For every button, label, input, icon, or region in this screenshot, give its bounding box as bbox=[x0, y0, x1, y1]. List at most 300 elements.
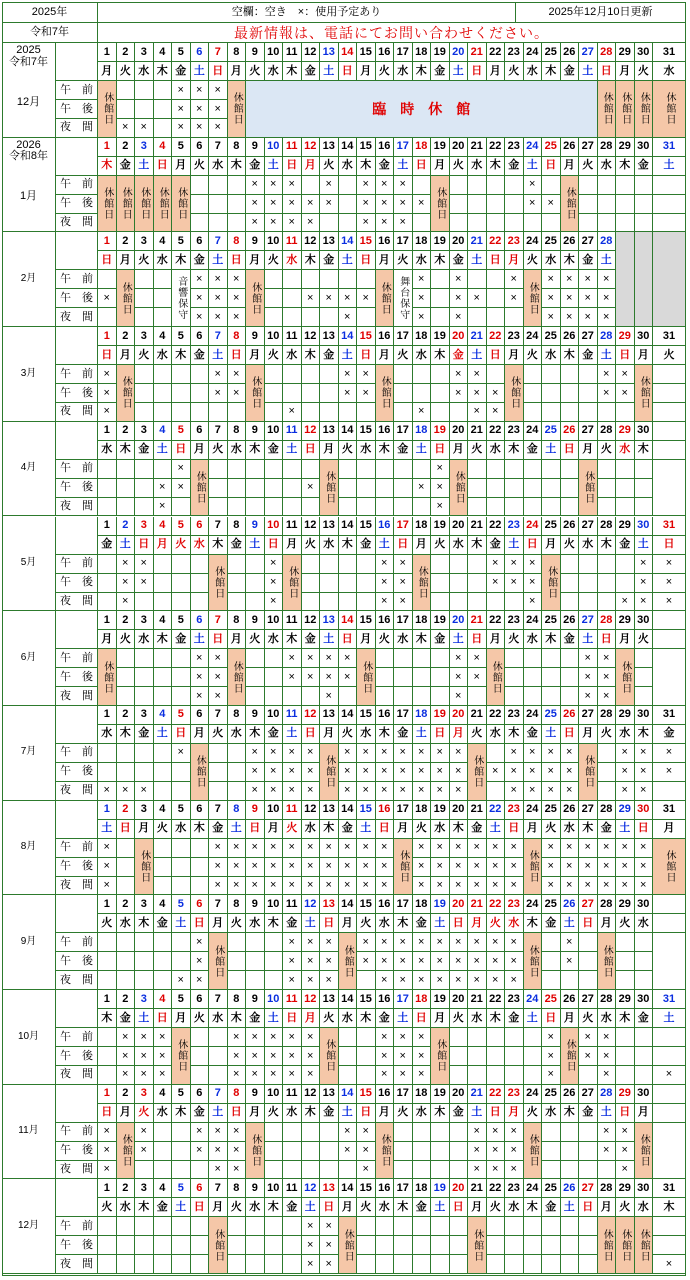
booked-mark: × bbox=[172, 479, 191, 498]
available-slot bbox=[579, 1161, 598, 1180]
weekday-label: 水 bbox=[542, 346, 561, 365]
available-slot bbox=[431, 289, 450, 308]
booked-mark: × bbox=[524, 782, 543, 801]
day-number: 25 bbox=[542, 801, 561, 820]
booked-mark: × bbox=[246, 763, 265, 782]
day-number: 4 bbox=[154, 422, 173, 441]
closed-day: 休館日 bbox=[209, 933, 228, 990]
available-slot bbox=[209, 403, 228, 422]
day-number: 25 bbox=[542, 232, 561, 251]
available-slot bbox=[172, 952, 191, 971]
day-number: 21 bbox=[468, 232, 487, 251]
closed-day: 休館日 bbox=[191, 744, 210, 801]
available-slot bbox=[117, 687, 136, 706]
available-slot bbox=[505, 1236, 524, 1255]
weekday-label: 金 bbox=[376, 157, 395, 176]
available-slot bbox=[653, 365, 686, 384]
weekday-label: 日 bbox=[320, 1198, 339, 1217]
booked-mark: × bbox=[320, 195, 339, 214]
available-slot bbox=[246, 1255, 265, 1274]
day-number: 19 bbox=[431, 706, 450, 725]
available-slot bbox=[579, 971, 598, 990]
weekday-label: 水 bbox=[394, 630, 413, 649]
available-slot bbox=[117, 498, 136, 517]
weekday-label: 木 bbox=[616, 1009, 635, 1028]
closed-day: 休館日 bbox=[524, 933, 543, 990]
available-slot bbox=[228, 555, 247, 574]
weekday-label: 月 bbox=[228, 62, 247, 81]
available-slot bbox=[598, 176, 617, 195]
available-slot bbox=[228, 933, 247, 952]
weekday-label: 火 bbox=[209, 725, 228, 744]
closed-day: 休館日 bbox=[135, 176, 154, 233]
maintenance-day: 舞台保守 bbox=[394, 270, 413, 327]
day-number: 29 bbox=[616, 327, 635, 346]
available-slot bbox=[542, 176, 561, 195]
available-slot bbox=[98, 1255, 117, 1274]
day-number: 14 bbox=[339, 232, 358, 251]
available-slot bbox=[135, 1236, 154, 1255]
day-number: 6 bbox=[191, 43, 210, 62]
day-number: 16 bbox=[376, 43, 395, 62]
available-slot bbox=[598, 574, 617, 593]
available-slot bbox=[228, 593, 247, 612]
weekday-label: 木 bbox=[283, 62, 302, 81]
day-number: 18 bbox=[413, 1179, 432, 1198]
day-number: 11 bbox=[283, 706, 302, 725]
available-slot bbox=[431, 384, 450, 403]
available-slot bbox=[302, 555, 321, 574]
day-number: 17 bbox=[394, 706, 413, 725]
weekday-label: 水 bbox=[487, 725, 506, 744]
booked-mark: × bbox=[357, 952, 376, 971]
booked-mark: × bbox=[302, 744, 321, 763]
booked-mark: × bbox=[598, 384, 617, 403]
weekday-label: 木 bbox=[468, 536, 487, 555]
weekday-label: 火 bbox=[524, 1104, 543, 1123]
booked-mark: × bbox=[487, 952, 506, 971]
available-slot bbox=[191, 403, 210, 422]
day-number: 9 bbox=[246, 1085, 265, 1104]
available-slot bbox=[265, 384, 284, 403]
day-number: 24 bbox=[524, 43, 543, 62]
available-slot bbox=[394, 649, 413, 668]
day-number: 2 bbox=[117, 232, 136, 251]
day-number: 12 bbox=[302, 1085, 321, 1104]
booked-mark: × bbox=[191, 289, 210, 308]
slot-label: 午 後 bbox=[56, 384, 98, 403]
available-slot bbox=[561, 687, 580, 706]
available-slot bbox=[135, 744, 154, 763]
available-slot bbox=[616, 555, 635, 574]
available-slot bbox=[172, 877, 191, 896]
weekday-label: 日 bbox=[431, 725, 450, 744]
weekday-label: 金 bbox=[394, 441, 413, 460]
weekday-label: 金 bbox=[320, 1104, 339, 1123]
booked-mark: × bbox=[542, 1066, 561, 1085]
available-slot bbox=[228, 782, 247, 801]
booked-mark: × bbox=[487, 403, 506, 422]
day-number: 14 bbox=[339, 43, 358, 62]
temporary-closure-banner: 臨 時 休 館 bbox=[246, 81, 598, 138]
day-number: 6 bbox=[191, 422, 210, 441]
day-number: 12 bbox=[302, 422, 321, 441]
available-slot bbox=[653, 1217, 686, 1236]
booked-mark: × bbox=[450, 763, 469, 782]
month-name: 12月 bbox=[16, 95, 41, 108]
day-number: 13 bbox=[320, 517, 339, 536]
day-number: 20 bbox=[450, 327, 469, 346]
available-slot bbox=[635, 214, 654, 233]
booked-mark: × bbox=[468, 668, 487, 687]
available-slot bbox=[135, 593, 154, 612]
booked-mark: × bbox=[431, 839, 450, 858]
slot-label: 夜 間 bbox=[56, 687, 98, 706]
day-number: 22 bbox=[487, 422, 506, 441]
available-slot bbox=[413, 1161, 432, 1180]
weekday-label: 火 bbox=[598, 441, 617, 460]
available-slot bbox=[505, 176, 524, 195]
booked-mark: × bbox=[376, 839, 395, 858]
available-slot bbox=[413, 1142, 432, 1161]
day-number: 14 bbox=[339, 611, 358, 630]
booked-mark: × bbox=[283, 952, 302, 971]
booked-mark: × bbox=[487, 839, 506, 858]
booked-mark: × bbox=[265, 744, 284, 763]
available-slot bbox=[561, 574, 580, 593]
booked-mark: × bbox=[376, 971, 395, 990]
available-slot bbox=[172, 574, 191, 593]
weekday-label: 火 bbox=[468, 441, 487, 460]
day-number: 1 bbox=[98, 517, 117, 536]
month-label: 8月 bbox=[2, 801, 56, 896]
available-slot bbox=[357, 308, 376, 327]
day-number: 20 bbox=[450, 1179, 469, 1198]
available-slot bbox=[191, 877, 210, 896]
booked-mark: × bbox=[302, 1066, 321, 1085]
weekday-label: 日 bbox=[487, 251, 506, 270]
day-number: 25 bbox=[542, 43, 561, 62]
closed-day: 休館日 bbox=[172, 176, 191, 233]
booked-mark: × bbox=[283, 858, 302, 877]
available-slot bbox=[394, 687, 413, 706]
available-slot bbox=[135, 403, 154, 422]
booked-mark: × bbox=[339, 289, 358, 308]
booked-mark: × bbox=[98, 782, 117, 801]
booked-mark: × bbox=[524, 593, 543, 612]
weekday-label: 月 bbox=[376, 346, 395, 365]
available-slot bbox=[653, 403, 686, 422]
booked-mark: × bbox=[209, 1142, 228, 1161]
day-number: 26 bbox=[561, 990, 580, 1009]
weekday-label: 木 bbox=[283, 630, 302, 649]
available-slot bbox=[635, 498, 654, 517]
available-slot bbox=[172, 839, 191, 858]
day-number: 22 bbox=[487, 1085, 506, 1104]
slot-label: 午 後 bbox=[56, 1047, 98, 1066]
available-slot bbox=[154, 1123, 173, 1142]
closed-day: 休館日 bbox=[635, 365, 654, 422]
available-slot bbox=[542, 933, 561, 952]
day-number: 5 bbox=[172, 990, 191, 1009]
closed-day: 休館日 bbox=[117, 365, 136, 422]
day-number: 5 bbox=[172, 1179, 191, 1198]
available-slot bbox=[468, 270, 487, 289]
available-slot bbox=[228, 1236, 247, 1255]
weekday-label: 月 bbox=[283, 536, 302, 555]
closed-day: 休館日 bbox=[357, 649, 376, 706]
available-slot bbox=[339, 403, 358, 422]
booked-mark: × bbox=[320, 668, 339, 687]
available-slot bbox=[450, 574, 469, 593]
day-number: 16 bbox=[376, 327, 395, 346]
available-slot bbox=[431, 270, 450, 289]
weekday-label: 日 bbox=[98, 251, 117, 270]
weekday-label: 日 bbox=[579, 1198, 598, 1217]
day-number: 30 bbox=[635, 895, 654, 914]
available-slot bbox=[394, 384, 413, 403]
available-slot bbox=[542, 403, 561, 422]
day-number: 9 bbox=[246, 327, 265, 346]
available-slot bbox=[228, 460, 247, 479]
weekday-label: 木 bbox=[265, 1198, 284, 1217]
available-slot bbox=[413, 649, 432, 668]
available-slot bbox=[579, 384, 598, 403]
weekday-label: 月 bbox=[431, 1009, 450, 1028]
closed-day: 休館日 bbox=[524, 270, 543, 327]
available-slot bbox=[505, 498, 524, 517]
available-slot bbox=[283, 1255, 302, 1274]
weekday-label: 金 bbox=[394, 725, 413, 744]
month-label: 7月 bbox=[2, 706, 56, 801]
day-number: 27 bbox=[579, 801, 598, 820]
booked-mark: × bbox=[598, 1142, 617, 1161]
available-slot bbox=[209, 1066, 228, 1085]
closed-day: 休館日 bbox=[209, 1217, 228, 1274]
day-number: 2 bbox=[117, 1179, 136, 1198]
available-slot bbox=[616, 479, 635, 498]
day-number: 27 bbox=[579, 611, 598, 630]
weekday-label: 金 bbox=[505, 1009, 524, 1028]
available-slot bbox=[209, 1047, 228, 1066]
available-slot bbox=[98, 479, 117, 498]
day-number: 3 bbox=[135, 801, 154, 820]
booked-mark: × bbox=[635, 763, 654, 782]
available-slot bbox=[431, 574, 450, 593]
available-slot bbox=[117, 877, 136, 896]
available-slot bbox=[524, 403, 543, 422]
booked-mark: × bbox=[616, 782, 635, 801]
booked-mark: × bbox=[505, 782, 524, 801]
booked-mark: × bbox=[228, 384, 247, 403]
available-slot bbox=[339, 1047, 358, 1066]
day-number: 29 bbox=[616, 1179, 635, 1198]
day-number: 24 bbox=[524, 232, 543, 251]
weekday-label: 土 bbox=[394, 157, 413, 176]
booked-mark: × bbox=[228, 839, 247, 858]
booked-mark: × bbox=[357, 839, 376, 858]
weekday-label: 金 bbox=[154, 914, 173, 933]
day-number: 20 bbox=[450, 517, 469, 536]
day-number: 8 bbox=[228, 1179, 247, 1198]
slot-label: 午 前 bbox=[56, 649, 98, 668]
booked-mark: × bbox=[524, 555, 543, 574]
booked-mark: × bbox=[209, 649, 228, 668]
booked-mark: × bbox=[265, 195, 284, 214]
booked-mark: × bbox=[357, 744, 376, 763]
weekday-label: 金 bbox=[320, 346, 339, 365]
booked-mark: × bbox=[265, 1028, 284, 1047]
weekday-label: 水 bbox=[542, 251, 561, 270]
booked-mark: × bbox=[505, 763, 524, 782]
day-number: 1 bbox=[98, 1179, 117, 1198]
weekday-label: 水 bbox=[635, 1198, 654, 1217]
weekday-label: 土 bbox=[191, 630, 210, 649]
booked-mark: × bbox=[320, 839, 339, 858]
day-number: 7 bbox=[209, 990, 228, 1009]
weekday-label: 火 bbox=[450, 1009, 469, 1028]
available-slot bbox=[191, 858, 210, 877]
day-number: 4 bbox=[154, 990, 173, 1009]
booked-mark: × bbox=[450, 877, 469, 896]
closed-day: 休館日 bbox=[616, 1217, 635, 1274]
booked-mark: × bbox=[283, 1047, 302, 1066]
weekday-label: 日 bbox=[561, 441, 580, 460]
day-number: 13 bbox=[320, 422, 339, 441]
day-number: 5 bbox=[172, 706, 191, 725]
weekday-label: 土 bbox=[320, 630, 339, 649]
day-number: 13 bbox=[320, 138, 339, 157]
booked-mark: × bbox=[246, 214, 265, 233]
weekday-label: 土 bbox=[635, 536, 654, 555]
available-slot bbox=[172, 384, 191, 403]
booked-mark: × bbox=[542, 744, 561, 763]
day-number: 17 bbox=[394, 422, 413, 441]
available-slot bbox=[154, 933, 173, 952]
weekday-label: 火 bbox=[98, 1198, 117, 1217]
booked-mark: × bbox=[450, 744, 469, 763]
weekday-label: 木 bbox=[616, 157, 635, 176]
day-number: 2 bbox=[117, 43, 136, 62]
day-number: 9 bbox=[246, 138, 265, 157]
weekday-label: 火 bbox=[320, 1009, 339, 1028]
booked-mark: × bbox=[413, 479, 432, 498]
available-slot bbox=[431, 1236, 450, 1255]
booked-mark: × bbox=[283, 668, 302, 687]
closed-day: 休館日 bbox=[283, 555, 302, 612]
available-slot bbox=[450, 1123, 469, 1142]
day-number: 1 bbox=[98, 801, 117, 820]
available-slot bbox=[431, 649, 450, 668]
available-slot bbox=[135, 460, 154, 479]
day-number: 12 bbox=[302, 138, 321, 157]
day-number: 14 bbox=[339, 138, 358, 157]
day-number: 17 bbox=[394, 1179, 413, 1198]
available-slot bbox=[394, 365, 413, 384]
closed-day: 休館日 bbox=[246, 270, 265, 327]
booked-mark: × bbox=[450, 687, 469, 706]
booked-mark: × bbox=[246, 195, 265, 214]
available-slot bbox=[579, 214, 598, 233]
available-slot bbox=[487, 744, 506, 763]
day-number: 26 bbox=[561, 517, 580, 536]
available-slot bbox=[154, 1236, 173, 1255]
weekday-label: 火 bbox=[598, 725, 617, 744]
available-slot bbox=[505, 195, 524, 214]
day-number: 5 bbox=[172, 1085, 191, 1104]
closed-day: 休館日 bbox=[394, 839, 413, 896]
available-slot bbox=[524, 479, 543, 498]
day-number: 3 bbox=[135, 232, 154, 251]
day-number: 19 bbox=[431, 1179, 450, 1198]
available-slot bbox=[394, 668, 413, 687]
day-number: 18 bbox=[413, 895, 432, 914]
weekday-label: 土 bbox=[376, 536, 395, 555]
available-slot bbox=[542, 1161, 561, 1180]
day-number: 24 bbox=[524, 801, 543, 820]
day-number: 4 bbox=[154, 327, 173, 346]
booked-mark: × bbox=[561, 744, 580, 763]
booked-mark: × bbox=[339, 668, 358, 687]
day-number: 16 bbox=[376, 517, 395, 536]
available-slot bbox=[450, 1236, 469, 1255]
weekday-label: 木 bbox=[635, 725, 654, 744]
weekday-label: 木 bbox=[302, 251, 321, 270]
available-slot bbox=[265, 668, 284, 687]
day-number: 17 bbox=[394, 801, 413, 820]
slot-label: 夜 間 bbox=[56, 214, 98, 233]
booked-mark: × bbox=[487, 763, 506, 782]
available-slot bbox=[394, 403, 413, 422]
weekday-label: 水 bbox=[598, 157, 617, 176]
available-slot bbox=[191, 195, 210, 214]
weekday-label: 土 bbox=[154, 441, 173, 460]
closed-day: 休館日 bbox=[598, 1217, 617, 1274]
weekday-label: 火 bbox=[339, 725, 358, 744]
available-slot bbox=[413, 498, 432, 517]
weekday-label: 日 bbox=[302, 725, 321, 744]
closed-day: 休館日 bbox=[98, 176, 117, 233]
day-number: 30 bbox=[635, 1085, 654, 1104]
weekday-label: 水 bbox=[228, 725, 247, 744]
available-slot bbox=[117, 744, 136, 763]
booked-mark: × bbox=[413, 744, 432, 763]
booked-mark: × bbox=[468, 952, 487, 971]
booked-mark: × bbox=[228, 1066, 247, 1085]
day-number: 3 bbox=[135, 138, 154, 157]
available-slot bbox=[505, 1217, 524, 1236]
empty-day-number bbox=[653, 895, 686, 914]
available-slot bbox=[357, 270, 376, 289]
closed-day: 休館日 bbox=[561, 1028, 580, 1085]
day-number: 2 bbox=[117, 1085, 136, 1104]
booked-mark: × bbox=[376, 782, 395, 801]
available-slot bbox=[228, 479, 247, 498]
booked-mark: × bbox=[561, 308, 580, 327]
day-number: 26 bbox=[561, 1085, 580, 1104]
booked-mark: × bbox=[98, 1161, 117, 1180]
booked-mark: × bbox=[524, 195, 543, 214]
weekday-label: 月 bbox=[561, 157, 580, 176]
day-number: 3 bbox=[135, 1179, 154, 1198]
available-slot bbox=[283, 1123, 302, 1142]
day-number: 18 bbox=[413, 517, 432, 536]
weekday-label: 木 bbox=[339, 536, 358, 555]
available-slot bbox=[635, 668, 654, 687]
booked-mark: × bbox=[191, 270, 210, 289]
day-number: 21 bbox=[468, 422, 487, 441]
day-number: 28 bbox=[598, 517, 617, 536]
